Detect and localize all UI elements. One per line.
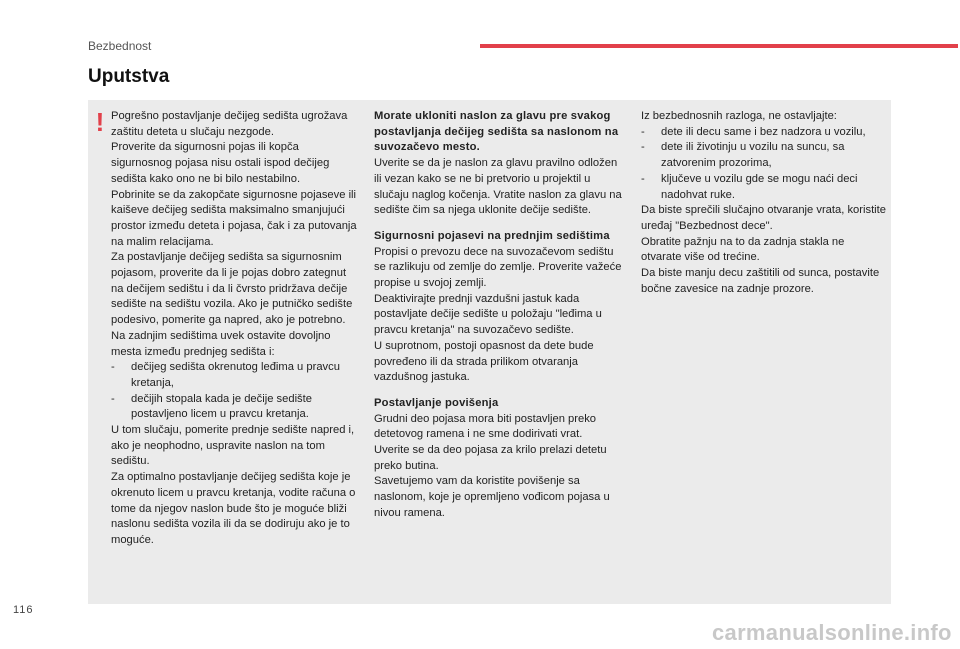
column-left: [111, 109, 359, 549]
paragraph: Pogrešno postavljanje dečijeg sedišta ugrožava zaštitu deteta u slučaju nezgode.: [111, 110, 348, 138]
list-item: - ključeve u vozilu gde se mogu naći deci nadohvat ruke.: [641, 172, 858, 201]
list-item: - dečijih stopala kada je dečije sedište postavljeno licem u pravcu kretanja.: [111, 392, 312, 421]
paragraph: Propisi o prevozu dece na suvozačevom sedištu se razlikuju od zemlje do zemlje. Proverite važeće propise u svojoj zemlji.: [374, 245, 622, 290]
paragraph: Proverite da sigurnosni pojas ili kopča sigurnosnog pojasa nisu ostali ispod dečijeg sedišta kako ono ne bi bilo nestabilno.: [111, 141, 330, 185]
paragraph: Grudni deo pojasa mora biti postavljen preko detetovog ramena i ne sme dodirivati vrat.: [374, 412, 597, 441]
paragraph: Uverite se da je naslon za glavu pravilno odložen ili vezan kako se ne bi pretvorio u projektil u slučaju naglog kočenja. Vratite naslon za glavu na sedište čim sa njega uklonite dečije sedište.: [374, 157, 622, 217]
heading-booster: Postavljanje povišenja: [374, 396, 499, 409]
heading-front-seatbelts: Sigurnosni pojasevi na prednjim sedištima: [374, 229, 610, 242]
paragraph: Pobrinite se da zakopčate sigurnosne pojaseve ili kaiševe dečijeg sedišta maksimalno smanjujući prostor između deteta i pojasa, čak i za putovanja na malim relacijama.: [111, 188, 357, 248]
paragraph: Deaktivirajte prednji vazdušni jastuk kada postavljate dečije sedište u položaju "leđima u pravcu kretanja" na suvozačevo sedište.: [374, 292, 602, 337]
paragraph: Da biste sprečili slučajno otvaranje vrata, koristite uređaj "Bezbednost dece".: [641, 204, 886, 232]
paragraph: U suprotnom, postoji opasnost da dete bude povređeno ili da strada prilikom otvaranja vazdušnog jastuka.: [374, 339, 594, 384]
column-right: [641, 109, 886, 297]
column-middle: [374, 109, 624, 522]
heading-headrest: Morate ukloniti naslon za glavu pre svakog postavljanja dečijeg sedišta sa naslonom na suvozačevo mesto.: [374, 110, 619, 154]
paragraph: Obratite pažnju na to da zadnja stakla ne otvarate više od trećine.: [641, 235, 845, 264]
paragraph: U tom slučaju, pomerite prednje sedište napred i, ako je neophodno, uspravite naslon na tom sedištu.: [111, 424, 355, 468]
paragraph: Iz bezbednosnih razloga, ne ostavljajte:: [641, 110, 837, 122]
paragraph: Za postavljanje dečijeg sedišta sa sigurnosnim pojasom, proverite da li je pojas dobro zategnut na dečijem sedištu i da li čvrsto pridržava dečije sedište na sedištu vozila. Ako je putničko sedište podesivo, pomerite ga napred, ako je potrebno.: [111, 251, 353, 327]
paragraph: Za optimalno postavljanje dečijeg sedišta koje je okrenuto licem u pravcu kretanja, vodite računa o tome da njegov naslon bude što je moguće bliži naslonu sedišta vozila ili da se dodiruju ako je to moguće.: [111, 471, 356, 546]
exclamation-warning-icon: !: [95, 107, 105, 137]
section-label: Bezbednost: [88, 39, 152, 53]
page-title: Uputstva: [88, 66, 170, 87]
page-number: 116: [13, 604, 34, 616]
list-item: - dete ili životinju u vozilu na suncu, sa zatvorenim prozorima,: [641, 141, 845, 170]
watermark: carmanualsonline.info: [712, 620, 952, 645]
header-accent-rule: [480, 44, 958, 48]
paragraph: Uverite se da deo pojasa za krilo prelazi detetu preko butina.: [374, 444, 607, 472]
list-item: - dečijeg sedišta okrenutog leđima u pravcu kretanja,: [111, 361, 340, 389]
list-item: - dete ili decu same i bez nadzora u vozilu,: [641, 125, 866, 138]
paragraph: Da biste manju decu zaštitili od sunca, postavite bočne zavesice na zadnje prozore.: [641, 267, 880, 295]
paragraph: Savetujemo vam da koristite povišenje sa naslonom, koje je opremljeno vođicom pojasa u nivou ramena.: [374, 475, 610, 519]
paragraph: Na zadnjim sedištima uvek ostavite dovoljno mesta između prednjeg sedišta i:: [111, 329, 331, 358]
